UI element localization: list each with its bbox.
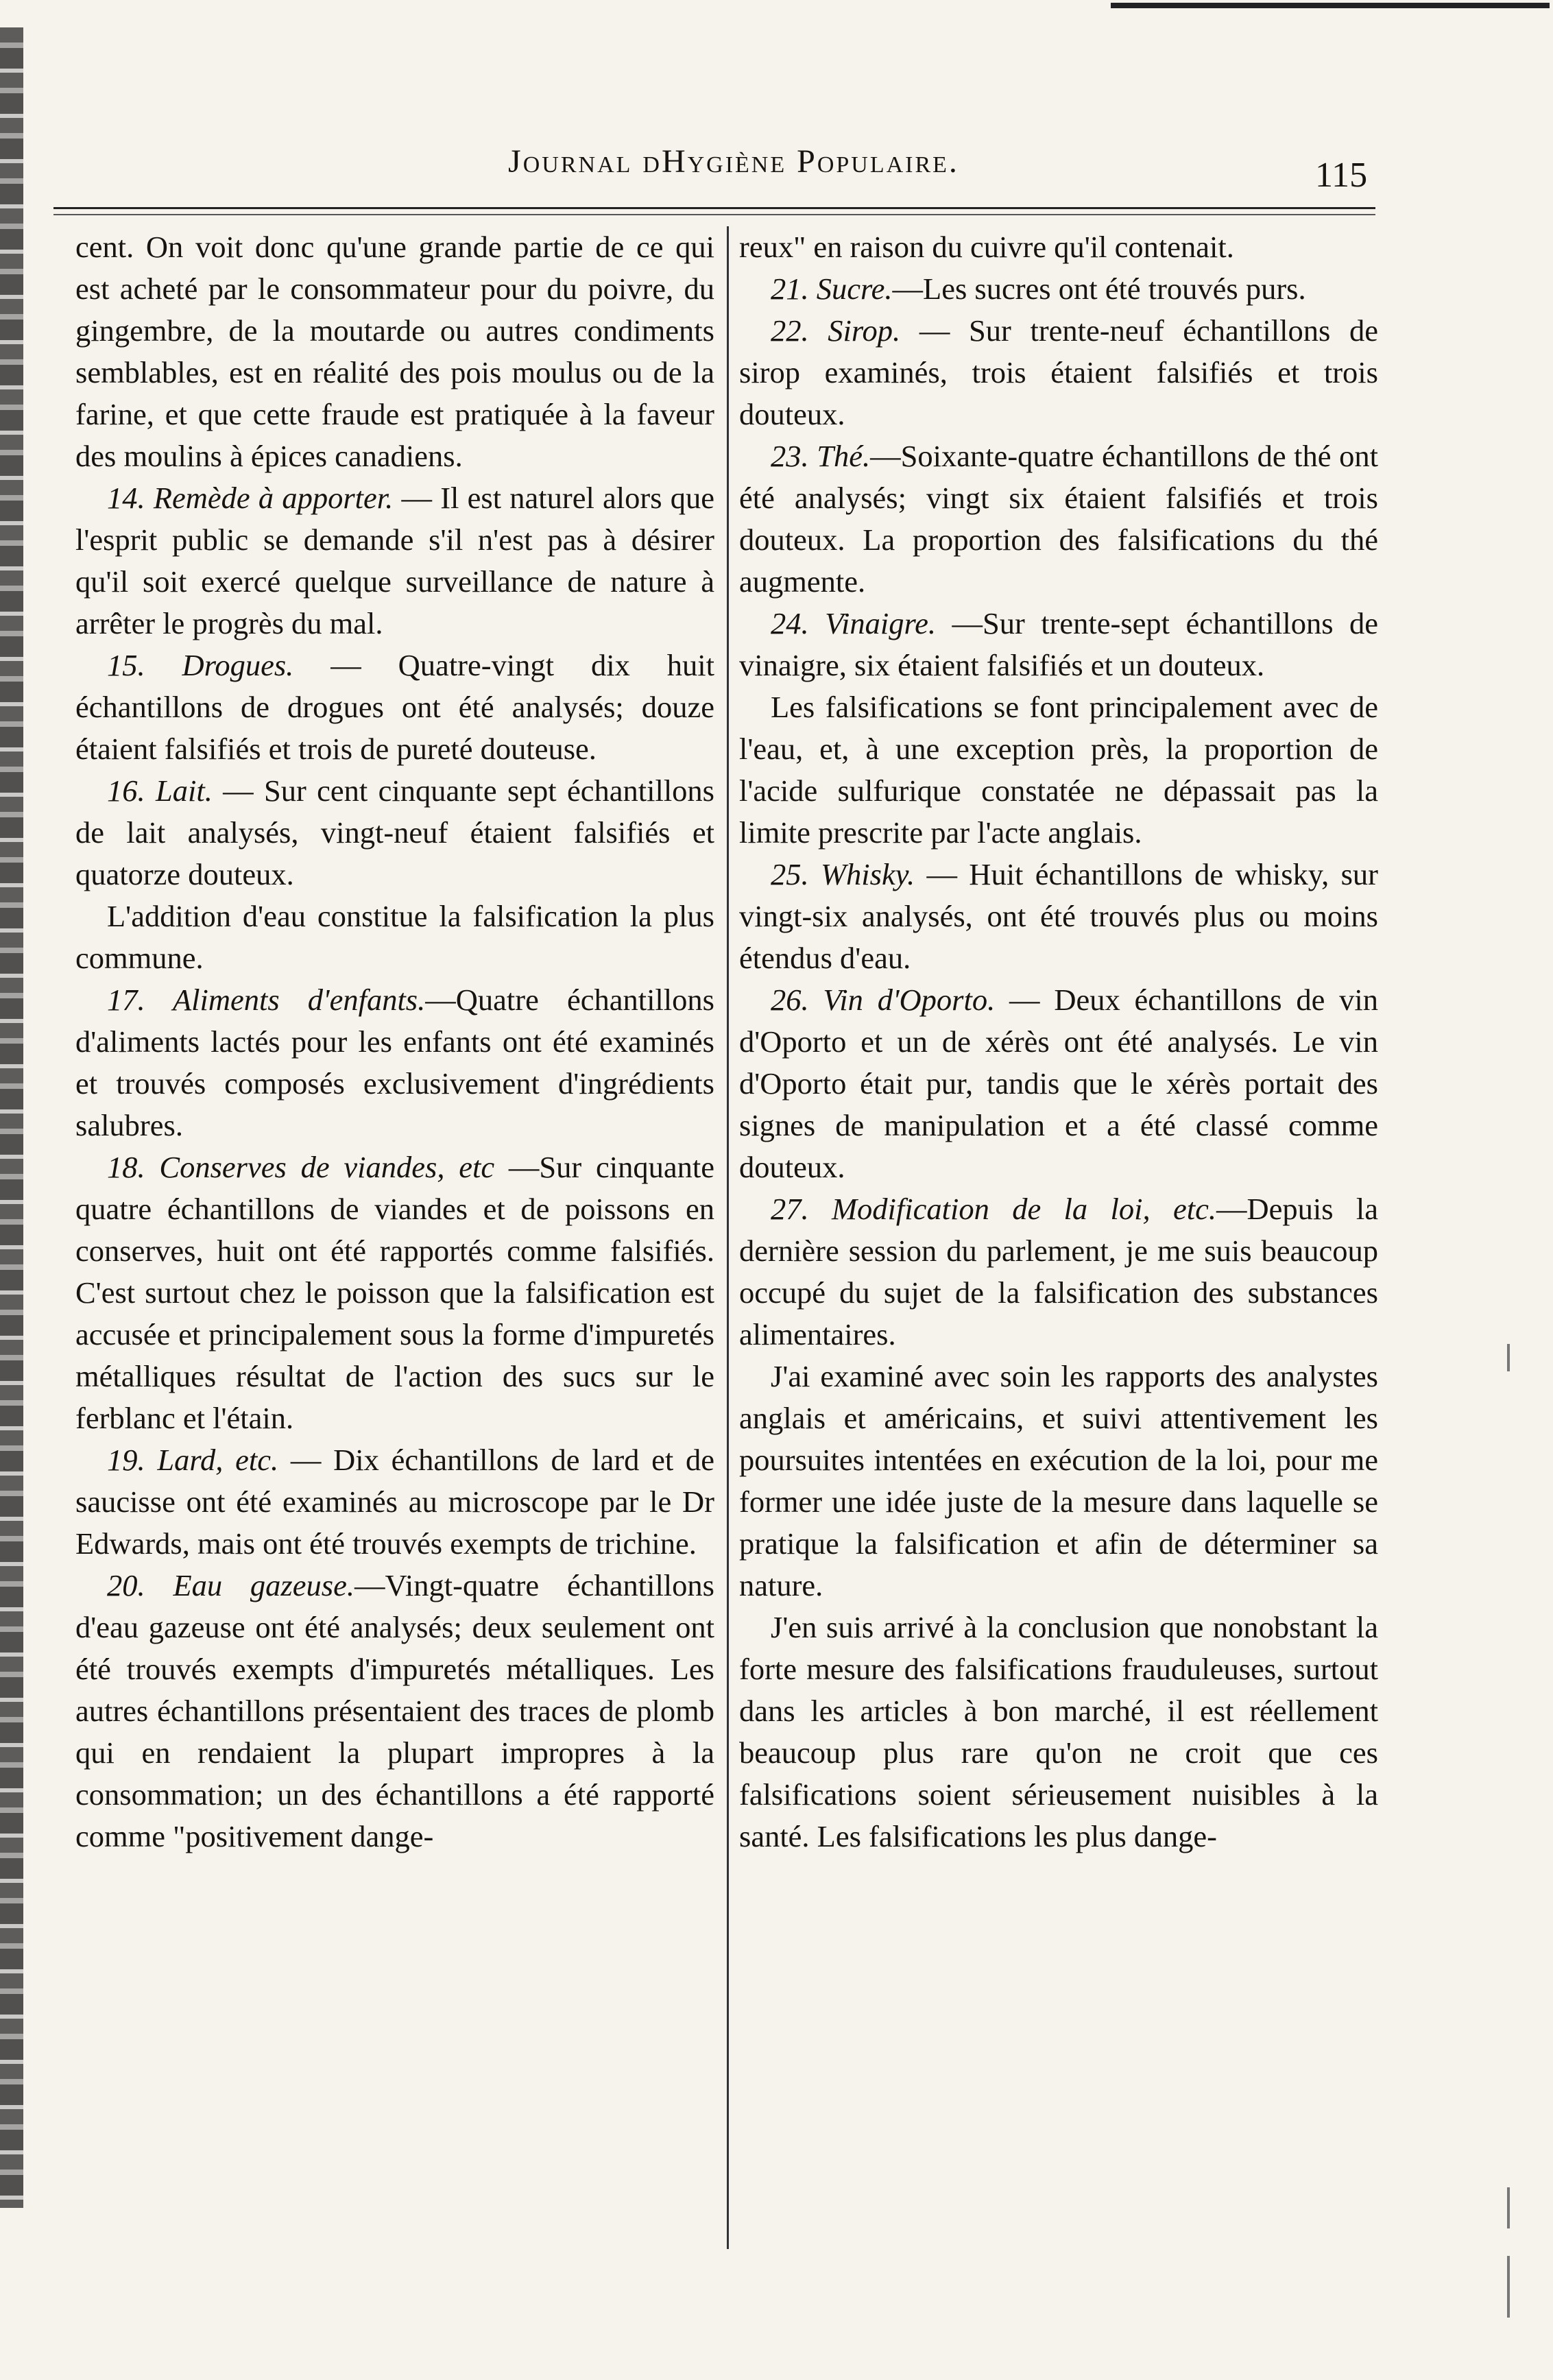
section-body: — Huit échantillons de whisky, sur vingt-six analysés, ont été trouvés plus ou moins étendus d'eau. — [739, 857, 1378, 975]
paragraph-24 — [739, 603, 1378, 686]
section-body: — Dix échantillons de lard et de saucisse ont été examinés au microscope par le Dr Edwards, mais ont été trouvés exempts de trichine. — [75, 1443, 715, 1561]
section-title: 25. Whisky. — [771, 857, 915, 891]
section-title: 22. Sirop. — [771, 313, 901, 348]
paragraph-27 — [739, 1188, 1378, 1356]
paragraph-14 — [75, 477, 714, 645]
section-title: 21. Sucre. — [771, 272, 893, 306]
column-divider — [727, 226, 729, 2249]
section-title: 19. Lard, etc. — [107, 1443, 279, 1477]
paragraph-17 — [75, 979, 714, 1146]
section-title: 14. Remède à apporter. — [107, 481, 394, 515]
section-body: — Quatre-vingt dix huit échantillons de drogues ont été analysés; douze étaient falsifiés et trois de pureté douteuse. — [75, 648, 714, 766]
header-rule — [53, 207, 1375, 209]
scan-speck — [1507, 2256, 1510, 2318]
section-title: 17. Aliments d'enfants. — [107, 983, 426, 1017]
paragraph-15 — [75, 645, 714, 770]
section-title: 27. Modification de la loi, etc. — [771, 1192, 1216, 1226]
paragraph-23 — [739, 435, 1378, 603]
section-body: —Vingt-quatre échantillons d'eau gazeuse ont été analysés; deux seulement ont été trouvés exempts d'impuretés métalliques. Les autres échantillons présentaient des traces de plomb qui en rendaient la plupart impropres à la consommation; un des échantillons a été rapporté comme "positivement dange- — [75, 1568, 714, 1853]
section-title: 23. Thé. — [771, 439, 871, 473]
section-body: —Depuis la dernière session du parlement, je me suis beaucoup occupé du sujet de la falsification des substances alimentaires. — [739, 1192, 1378, 1351]
section-body: —Sur cinquante quatre échantillons de viandes et de poissons en conserves, huit ont été rapportés comme falsifiés. C'est surtout chez le poisson que la falsification est accusée et principalement sous la forme d'impuretés métalliques résultat de l'action des sucs sur le ferblanc et l'étain. — [75, 1150, 714, 1435]
paragraph-21 — [739, 268, 1378, 310]
left-column — [75, 226, 714, 2256]
section-body: — Sur cent cinquante sept échantillons de lait analysés, vingt-neuf étaient falsifiés et quatorze douteux. — [75, 773, 714, 891]
right-column — [739, 226, 1378, 2256]
paragraph: J'ai examiné avec soin les rapports des analystes anglais et américains, et suivi attentivement les poursuites intentées en exécution de la loi, pour me former une idée juste de la mesure dans laquelle se pratique la falsification et afin de déterminer sa nature. — [739, 1359, 1378, 1602]
section-title: 20. Eau gazeuse. — [107, 1568, 354, 1602]
scan-speck — [1507, 1344, 1510, 1371]
paragraph-19 — [75, 1439, 714, 1565]
paragraph: cent. On voit donc qu'une grande partie de ce qui est acheté par le consommateur pour du poivre, du gingembre, de la moutarde ou autres condiments semblables, est en réalité des pois moulus ou de la farine, et que cette fraude est pratiquée à la faveur des moulins à épices canadiens. — [75, 230, 714, 473]
scan-margin-marks — [1495, 1344, 1536, 2338]
running-head: Journal dHygiène Populaire. — [508, 143, 959, 180]
paragraph: L'addition d'eau constitue la falsification la plus commune. — [75, 899, 714, 975]
section-body: — Deux échantillons de vin d'Oporto et un de xérès ont été analysés. Le vin d'Oporto était pur, tandis que le xérès portait des signes de manipulation et a été classé comme douteux. — [739, 983, 1379, 1184]
paragraph-26 — [739, 979, 1378, 1188]
paragraph-16 — [75, 770, 714, 895]
paragraph: J'en suis arrivé à la conclusion que nonobstant la forte mesure des falsifications frauduleuses, surtout dans les articles à bon marché, il est réellement beaucoup plus rare qu'on ne croit que ces falsifications soient sérieusement nuisibles à la santé. Les falsifications les plus dange- — [739, 1610, 1378, 1853]
scan-speck — [1507, 2187, 1510, 2228]
section-body: — Il est naturel alors que l'esprit public se demande s'il n'est pas à désirer qu'il soit exercé quelque surveillance de nature à arrêter le progrès du mal. — [75, 481, 715, 640]
section-title: 18. Conserves de viandes, etc — [107, 1150, 495, 1184]
page-number: 115 — [1315, 156, 1368, 195]
section-title: 24. Vinaigre. — [771, 606, 936, 640]
section-body: — Sur trente-neuf échantillons de sirop examinés, trois étaient falsifiés et trois douteux. — [739, 313, 1378, 431]
section-body: —Soixante-quatre échantillons de thé ont été analysés; vingt six étaient falsifiés et trois douteux. La proportion des falsifications du thé augmente. — [739, 439, 1378, 599]
header-rule-thin — [53, 214, 1375, 215]
section-body: —Les sucres ont été trouvés purs. — [892, 272, 1306, 306]
paragraph: reux" en raison du cuivre qu'il contenait. — [739, 230, 1234, 264]
paragraph-25 — [739, 854, 1378, 979]
paragraph-18 — [75, 1146, 714, 1439]
paragraph-22 — [739, 310, 1378, 435]
section-title: 26. Vin d'Oporto. — [771, 983, 996, 1017]
section-body: —Quatre échantillons d'aliments lactés pour les enfants ont été examinés et trouvés composés exclusivement d'ingrédients salubres. — [75, 983, 714, 1142]
section-title: 15. Drogues. — [107, 648, 294, 682]
section-body: —Sur trente-sept échantillons de vinaigre, six étaient falsifiés et un douteux. — [739, 606, 1378, 682]
section-title: 16. Lait. — [107, 773, 213, 808]
scan-top-edge — [1111, 3, 1550, 8]
paragraph-20 — [75, 1565, 714, 1858]
paragraph: Les falsifications se font principalement avec de l'eau, et, à une exception près, la proportion de l'acide sulfurique constatée ne dépassait pas la limite prescrite par l'acte anglais. — [739, 690, 1378, 850]
scan-binding-edge — [0, 27, 23, 2208]
